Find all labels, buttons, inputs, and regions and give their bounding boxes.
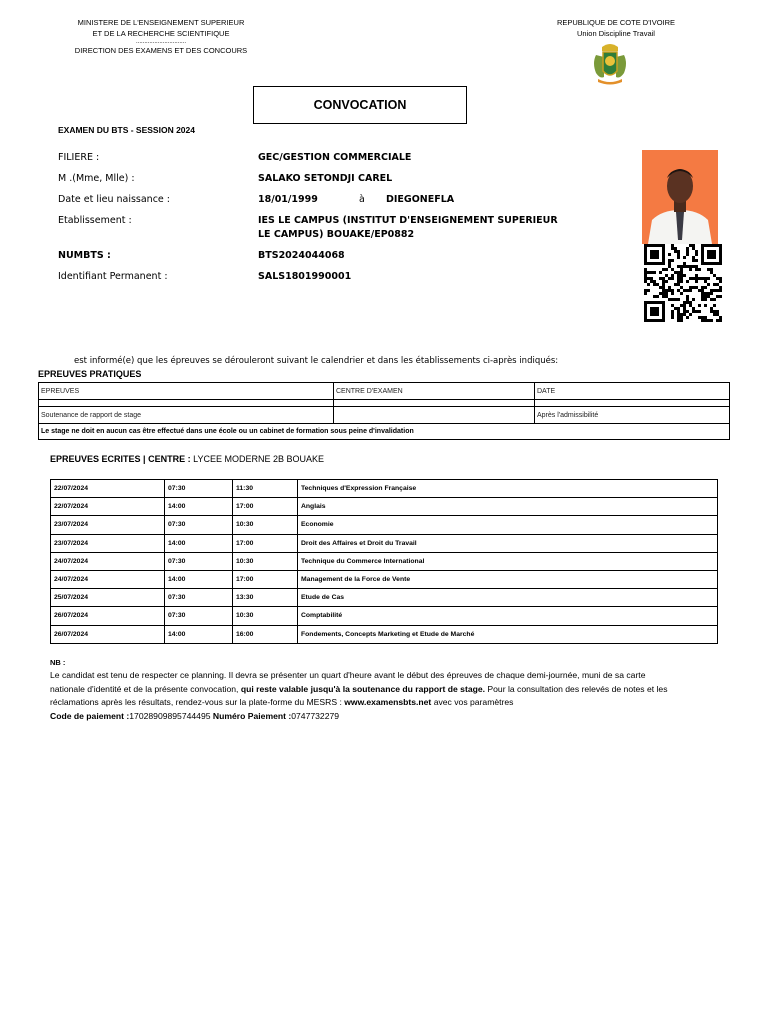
end-time-cell: 10:30 (233, 607, 298, 625)
filiere-label: FILIERE : (58, 152, 100, 163)
republic-motto: Union Discipline Travail (577, 29, 655, 38)
start-time-cell: 07:30 (165, 480, 233, 498)
exam-date-cell: 24/07/2024 (51, 552, 165, 570)
nb-text-3: avec vos paramètres (431, 697, 514, 707)
name-label: M .(Mme, Mlle) : (58, 173, 135, 184)
stage-note-row (39, 424, 730, 440)
start-time-cell: 14:00 (165, 498, 233, 516)
start-time-cell: 07:30 (165, 552, 233, 570)
table-row (51, 589, 718, 607)
nb-bold-validity: qui reste valable jusqu'à la soutenance du rapport de stage. (240, 683, 486, 694)
column-header-date: DATE (535, 383, 730, 400)
ministry-dots: .............................. (135, 39, 186, 45)
column-header-centre: CENTRE D'EXAMEN (334, 383, 535, 400)
numbts-label: NUMBTS : (58, 250, 111, 261)
ministry-header (40, 17, 282, 56)
table-row (51, 498, 718, 516)
centre-value: LYCEE MODERNE 2B BOUAKE (193, 454, 324, 464)
exam-date-cell: 26/07/2024 (51, 607, 165, 625)
ecrites-table (50, 479, 718, 644)
epreuve-cell: Soutenance de rapport de stage (39, 407, 334, 424)
end-time-cell: 17:00 (233, 570, 298, 588)
subject-cell: Economie (298, 516, 718, 534)
end-time-cell: 13:30 (233, 589, 298, 607)
exam-date-cell: 24/07/2024 (51, 570, 165, 588)
end-time-cell: 11:30 (233, 480, 298, 498)
end-time-cell: 16:00 (233, 625, 298, 643)
ministry-line-2: ET DE LA RECHERCHE SCIENTIFIQUE (92, 29, 230, 38)
candidate-photo (642, 150, 718, 244)
code-paiement-value: 17028909895744495 (129, 710, 211, 721)
page-title: CONVOCATION (253, 86, 467, 124)
numero-paiement-value: 0747732279 (291, 710, 340, 721)
birth-place: DIEGONEFLA (386, 194, 455, 205)
exam-date-cell: 25/07/2024 (51, 589, 165, 607)
nb-section (50, 657, 670, 723)
nb-text-1: Le candidat est tenu de respecter ce planning. Il devra se présenter un quart d'heure avant le début des épreuves de chaque demi-journée, muni de sa carte nationale d'identité et de la présente convocation, (50, 670, 646, 694)
subject-cell: Technique du Commerce International (298, 552, 718, 570)
start-time-cell: 07:30 (165, 607, 233, 625)
republic-header (510, 17, 722, 39)
ecrites-heading (50, 454, 324, 464)
centre-cell (334, 407, 535, 424)
subject-cell: Fondements, Concepts Marketing et Etude de Marché (298, 625, 718, 643)
subject-cell: Comptabilité (298, 607, 718, 625)
subject-cell: Etude de Cas (298, 589, 718, 607)
end-time-cell: 10:30 (233, 516, 298, 534)
table-row (51, 625, 718, 643)
ministry-line-1: MINISTERE DE L'ENSEIGNEMENT SUPERIEUR (77, 18, 245, 27)
republic-line-1: REPUBLIQUE DE COTE D'IVOIRE (556, 18, 676, 27)
subject-cell: Anglais (298, 498, 718, 516)
table-row (51, 552, 718, 570)
exam-date-cell: 22/07/2024 (51, 498, 165, 516)
etablissement-label: Etablissement : (58, 215, 132, 226)
start-time-cell: 07:30 (165, 516, 233, 534)
end-time-cell: 17:00 (233, 534, 298, 552)
table-row (51, 607, 718, 625)
table-row (51, 534, 718, 552)
ecrites-separator: | (143, 454, 146, 464)
table-spacer-row (39, 400, 730, 407)
table-header-row (39, 383, 730, 400)
end-time-cell: 10:30 (233, 552, 298, 570)
table-row (51, 480, 718, 498)
start-time-cell: 14:00 (165, 570, 233, 588)
ministry-line-3: DIRECTION DES EXAMENS ET DES CONCOURS (74, 46, 248, 55)
ecrites-title: EPREUVES ECRITES (50, 454, 141, 464)
centre-label: CENTRE : (148, 454, 191, 464)
numbts-value: BTS2024044068 (258, 250, 345, 261)
payment-line (50, 710, 670, 724)
start-time-cell: 14:00 (165, 534, 233, 552)
qr-code-icon (642, 244, 724, 322)
code-paiement-label: Code de paiement : (50, 710, 130, 721)
numero-paiement-label: Numéro Paiement : (212, 710, 292, 721)
pratiques-table (38, 382, 730, 440)
exam-date-cell: 23/07/2024 (51, 534, 165, 552)
date-cell: Après l'admissibilité (535, 407, 730, 424)
birth-separator: à (359, 194, 365, 205)
start-time-cell: 07:30 (165, 589, 233, 607)
exam-date-cell: 23/07/2024 (51, 516, 165, 534)
end-time-cell: 17:00 (233, 498, 298, 516)
etablissement-value-line-2: LE CAMPUS) BOUAKE/EP0882 (258, 229, 415, 240)
table-row (51, 570, 718, 588)
filiere-value: GEC/GESTION COMMERCIALE (258, 152, 412, 163)
exam-date-cell: 22/07/2024 (51, 480, 165, 498)
coat-of-arms-icon (590, 41, 630, 87)
nb-label: NB : (50, 658, 66, 667)
nb-text-2: Pour la consultation des relevés de notes et les réclamations après les résultats, rendez-vous sur la plate-forme du MESRS : (50, 683, 668, 707)
start-time-cell: 14:00 (165, 625, 233, 643)
birth-label: Date et lieu naissance : (58, 194, 170, 205)
subject-cell: Droit des Affaires et Droit du Travail (298, 534, 718, 552)
exam-session: EXAMEN DU BTS - SESSION 2024 (58, 125, 195, 135)
nb-paragraph (50, 669, 670, 710)
etablissement-value-line-1: IES LE CAMPUS (INSTITUT D'ENSEIGNEMENT SUPERIEUR (258, 215, 558, 226)
subject-cell: Techniques d'Expression Française (298, 480, 718, 498)
identifiant-value: SALS1801990001 (258, 271, 352, 282)
name-value: SALAKO SETONDJI CAREL (258, 173, 393, 184)
stage-note: Le stage ne doit en aucun cas être effectué dans une école ou un cabinet de formation sous peine d'invalidation (39, 424, 730, 440)
column-header-epreuves: EPREUVES (39, 383, 334, 400)
exam-date-cell: 26/07/2024 (51, 625, 165, 643)
information-sentence: est informé(e) que les épreuves se dérouleront suivant le calendrier et dans les établissements ci-après indiqués: (74, 356, 559, 366)
identifiant-label: Identifiant Permanent : (58, 271, 168, 282)
subject-cell: Management de la Force de Vente (298, 570, 718, 588)
table-row (39, 407, 730, 424)
nb-website: www.examensbts.net (344, 697, 432, 707)
pratiques-title: EPREUVES PRATIQUES (38, 369, 142, 379)
table-row (51, 516, 718, 534)
birth-date: 18/01/1999 (258, 194, 318, 205)
